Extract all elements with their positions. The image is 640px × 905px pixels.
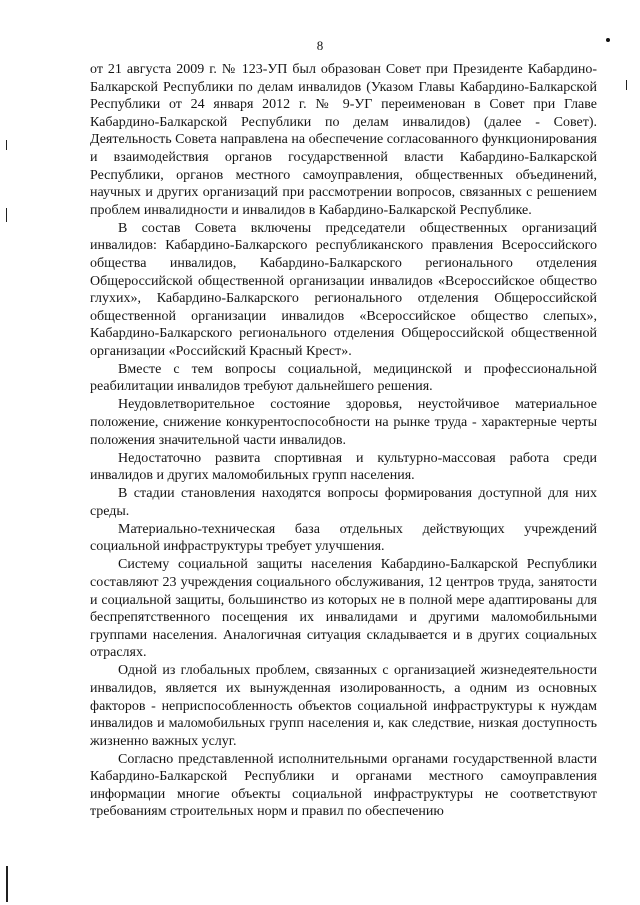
scan-margin-mark: [6, 140, 7, 150]
paragraph-material-base: Материально-техническая база отдельных действующих учреждений социальной инфраструктуры требует улучшения.: [90, 521, 597, 555]
scan-margin-mark: [6, 866, 8, 902]
paragraph-accessible-environment: В стадии становления находятся вопросы формирования доступной для них среды.: [90, 486, 597, 519]
paragraph-isolation-problem: Одной из глобальных проблем, связанных с организацией жизнедеятельности инвалидов, является их вынужденная изолированность, а одним из основных факторов - неприспособленность объектов социальной инфраструктуры к нуждам инвалидов и маломобильных групп населения и, как следствие, низкая доступность жизненно важных услуг.: [90, 663, 597, 749]
scan-margin-mark: [6, 208, 7, 222]
scan-dot: [606, 38, 610, 42]
paragraph-council-members: В состав Совета включены председатели общественных организаций инвалидов: Кабардино-Балкарского республиканского правления Всероссийского общества инвалидов, Кабардино-Балкарского регионального отделения Общероссийской общественной организации инвалидов «Всероссийское общество глухих», Кабардино-Балкарского регионального отделения Общероссийской общественной организации инвалидов «Всероссийское общество слепых», Кабардино-Балкарского регионального отделения Общероссийской общественной организации «Российский Красный Крест».: [90, 220, 597, 359]
paragraph-infrastructure-noncompliance: Согласно представленной исполнительными органами государственной власти Кабардино-Балкарской Республики и органами местного самоуправления информации многие объекты социальной инфраструктуры не соответствуют требованиям строительных норм и правил по обеспечению: [90, 751, 597, 820]
page-number: 8: [316, 38, 324, 53]
paragraph-health-status: Неудовлетворительное состояние здоровья, неустойчивое материальное положение, снижение конкурентоспособности на рынке труда - характерные черты положения значительной части инвалидов.: [90, 397, 597, 448]
paragraph-council-establishment: от 21 августа 2009 г. № 123-УП был образован Совет при Президенте Кабардино-Балкарской Республики по делам инвалидов (Указом Главы Кабардино-Балкарской Республики от 24 января 2012 г. № 9-УГ переименован в Совет при Главе Кабардино-Балкарской Республики по делам инвалидов) (далее - Совет). Деятельность Совета направлена на обеспечение согласованного функционирования и взаимодействия органов государственной власти Кабардино-Балкарской Республики, органов местного самоуправления, общественных объединений, научных и других организаций при рассмотрении вопросов, связанных с решением проблем инвалидности и инвалидов в Кабардино-Балкарской Республике.: [90, 62, 597, 218]
paragraph-social-protection-system: Систему социальной защиты населения Кабардино-Балкарской Республики составляют 23 учреждения социального обслуживания, 12 центров труда, занятости и социальной защиты, большинство из которых не в полной мере адаптированы для беспрепятственного посещения их инвалидами и другими маломобильными группами населения. Аналогичная ситуация складывается и в других социальных отраслях.: [90, 557, 597, 661]
paragraph-rehabilitation: Вместе с тем вопросы социальной, медицинской и профессиональной реабилитации инвалидов требуют дальнейшего решения.: [90, 361, 597, 395]
scan-margin-mark: [626, 80, 627, 90]
paragraph-sports-culture: Недостаточно развита спортивная и культурно-массовая работа среди инвалидов и других маломобильных групп населения.: [90, 450, 597, 484]
document-body: [90, 61, 597, 821]
